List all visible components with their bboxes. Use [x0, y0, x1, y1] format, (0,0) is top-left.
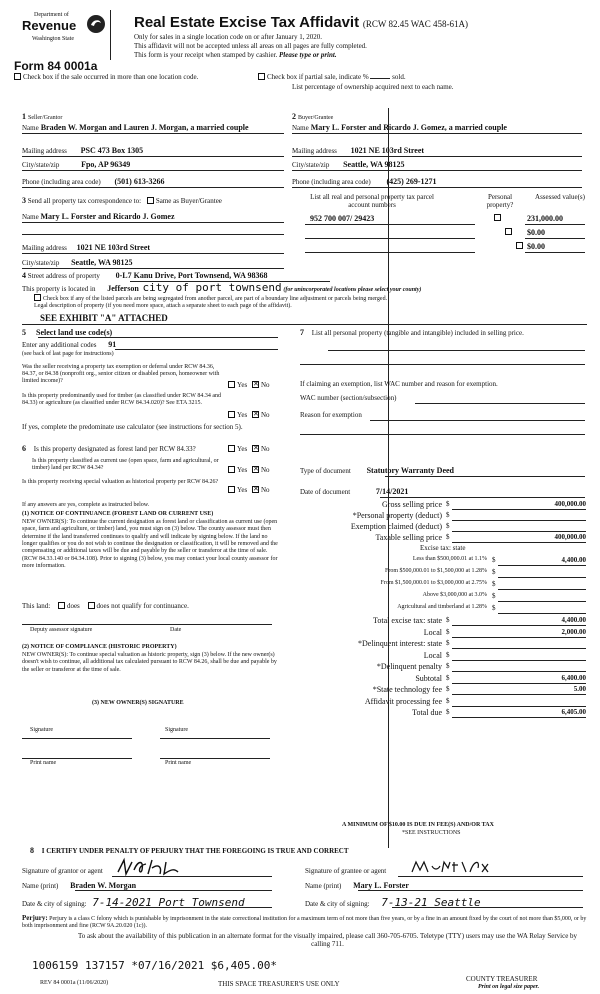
grantor-date-row: Date & city of signing: 7-14-2021 Port Townsend [22, 896, 245, 909]
buyer-name-field[interactable]: Mary L. Forster and Ricardo J. Gomez, a married couple [310, 123, 507, 132]
tax-row-label: Total excise tax: state [373, 616, 442, 625]
see-instructions: *SEE INSTRUCTIONS [402, 830, 461, 836]
land-use-q2-yes[interactable] [228, 411, 235, 418]
parcel-column-header: List all real and personal property tax parcel account numbers [310, 193, 434, 210]
column-divider [388, 108, 389, 848]
tax-row-underline [452, 637, 586, 638]
doc-date-row: Date of document 7/14/2021 [300, 487, 409, 496]
wac-row: WAC number (section/subsection) [300, 394, 397, 402]
parcel-row-1-value[interactable]: 231,000.00 [527, 214, 563, 223]
header-divider [110, 10, 111, 60]
tax-row-underline [452, 694, 586, 695]
forest-q2: Is this property classified as current use (open space, farm and agricultural, or timber) land per RCW 84.34? [32, 458, 219, 471]
seller-name-field[interactable]: Braden W. Morgan and Lauren J. Morgan, a married couple [40, 123, 249, 132]
segregated-checkbox[interactable] [34, 294, 41, 301]
revenue-swirl-icon [86, 14, 106, 34]
tax-row-value[interactable]: 400,000.00 [554, 533, 586, 541]
tax-row-value[interactable]: 6,405.00 [561, 708, 586, 716]
tax-row-label: Agricultural and timberland at 1.28% [397, 604, 487, 610]
multi-location-checkbox[interactable] [14, 73, 21, 80]
dollar-sign: $ [446, 500, 450, 508]
tax-row-label: Exemption claimed (deduct) [350, 522, 442, 531]
form-number: Form 84 0001a [14, 59, 98, 73]
buyer-city-field[interactable]: Seattle, WA 98125 [343, 160, 405, 169]
located-row: This property is located in Jefferson city of port townsend (for unincorporated locations please select your county) [22, 281, 422, 294]
city-typed-field[interactable]: city of port townsend [142, 281, 282, 294]
dollar-sign: $ [492, 568, 496, 576]
forest-q2-no[interactable] [252, 466, 259, 473]
seller-name-row: Name Braden W. Morgan and Lauren J. Morgan, a married couple [22, 123, 249, 132]
perjury-text: Perjury: Perjury is a class C felony which is punishable by imprisonment in the state correctional institution for a maximum term of not more than five years, or by a fine in an amount fixed by the court of not more than $5,000, or by both imprisonment and fine (RCW 9A.20.020 (1c)). [22, 914, 587, 929]
legal-paper-note: Print on legal size paper. [478, 984, 540, 990]
forest-q3-yes[interactable] [228, 486, 235, 493]
dollar-sign: $ [446, 650, 450, 659]
dollar-sign: $ [446, 533, 450, 541]
see-back: (see back of last page for instructions) [22, 351, 114, 357]
personal-column-header: Personal property? [486, 193, 514, 210]
correspondence-name-field[interactable]: Mary L. Forster and Ricardo J. Gomez [40, 212, 175, 221]
tax-row-underline [498, 565, 586, 566]
grantee-date-row: Date & city of signing: 7-13-21 Seattle [305, 896, 481, 909]
alt-format-text: To ask about the availability of this publication in an alternate format for the visually impaired, please call 360-705-6705. Teletype (TTY) users may use the WA Relay Service by calling 711. [77, 932, 578, 949]
partial-sale-checkbox[interactable] [258, 73, 265, 80]
land-use-q1: Was the seller receiving a property tax exemption or deferral under RCW 84.36, 84.37, or 84.38 (nonprofit org., senior citizen or disabled person, homeowner with limited income)? [22, 364, 220, 384]
county-treasurer: COUNTY TREASURER [466, 975, 538, 983]
segregated-checkbox-row[interactable]: Check box if any of the listed parcels are being segregated from another parcel, are part of a boundary line adjustment or parcels being merged. [34, 294, 387, 303]
parcel-row-3-value[interactable]: $0.00 [527, 242, 545, 251]
seller-mailing-row: Mailing address PSC 473 Box 1305 [22, 146, 144, 155]
multi-location-checkbox-row[interactable]: Check box if the sale occurred in more than one location code. [14, 73, 198, 81]
grantor-signature[interactable] [116, 856, 196, 878]
forest-q2-answer[interactable]: Yes ✕ No [228, 466, 270, 474]
tax-row-label: From $1,500,000.01 to $3,000,000 at 2.75% [380, 580, 487, 586]
tax-row-label: *Delinquent penalty [376, 662, 442, 671]
grantee-date-field[interactable]: 7-13-21 Seattle [381, 896, 481, 909]
legal-desc-label: Legal description of property (if you need more space, attach a separate sheet to each page of the affidavit). [34, 303, 292, 309]
new-owner-sig-label-1: Signature [30, 727, 53, 733]
grantor-sig-label: Signature of grantor or agent [22, 867, 103, 875]
tax-row-underline [498, 589, 586, 590]
compliance-heading: (2) NOTICE OF COMPLIANCE (HISTORIC PROPERTY) [22, 644, 177, 650]
seller-heading: 1 Seller/Grantor [22, 112, 63, 121]
land-use-q2-answer[interactable]: Yes ✕ No [228, 411, 270, 419]
notice-heading: (1) NOTICE OF CONTINUANCE (FOREST LAND OR CURRENT USE) [22, 511, 214, 517]
correspondence-mailing-field[interactable]: 1021 NE 103rd Street [76, 243, 151, 252]
buyer-city-row: City/state/zip Seattle, WA 98125 [292, 160, 405, 169]
assessed-column-header: Assessed value(s) [535, 193, 585, 201]
tax-row-underline [452, 706, 586, 707]
tax-row-label: *Personal property (deduct) [352, 511, 442, 520]
same-as-buyer-checkbox[interactable] [147, 197, 154, 204]
grantor-date-field[interactable]: 7-14-2021 Port Townsend [92, 896, 245, 909]
dollar-sign: $ [446, 639, 450, 647]
form-title: Real Estate Excise Tax Affidavit (RCW 82.45 WAC 458-61A) [134, 14, 469, 31]
tax-row-underline [498, 577, 586, 578]
tax-row-underline [452, 625, 586, 626]
cashier-stamp: 1006159 137157 *07/16/2021 $6,405.00* [32, 959, 278, 972]
tax-row-label: From $500,000.01 to $1,500,000 at 1.28% [385, 568, 487, 574]
tax-row-label: Less than $500,000.01 at 1.1% [412, 556, 487, 562]
dollar-sign: $ [492, 592, 496, 600]
tax-row-value[interactable]: 4,400.00 [561, 556, 586, 564]
tax-row-underline [452, 509, 586, 510]
tax-row-value[interactable]: 2,000.00 [561, 627, 586, 636]
dollar-sign: $ [446, 616, 450, 624]
personal-property-label: 7 List all personal property (tangible and intangible) included in selling price. [300, 328, 524, 337]
tax-row-value[interactable]: 4,400.00 [561, 616, 586, 624]
land-use-q1-no[interactable] [252, 381, 259, 388]
tax-row-underline [452, 531, 586, 532]
excise-tax-label: Excise tax: state [420, 544, 466, 552]
forest-q3-no[interactable] [252, 486, 259, 493]
seller-city-row: City/state/zip Fpo, AP 96349 [22, 160, 131, 169]
grantor-name-row: Name (print) Braden W. Morgan [22, 881, 137, 890]
grantee-signature[interactable] [410, 856, 500, 876]
tax-row-label: Taxable selling price [375, 533, 442, 542]
county-field[interactable]: Jefferson [107, 284, 139, 293]
deputy-sig-label: Deputy assessor signature [30, 627, 93, 633]
grantee-sig-label: Signature of grantee or agent [305, 867, 387, 875]
tax-row-value[interactable]: 400,000.00 [554, 500, 586, 508]
dollar-sign: $ [446, 673, 450, 682]
land-use-q1-answer[interactable]: Yes ✕ No [228, 381, 270, 389]
correspondence-name-row: Name Mary L. Forster and Ricardo J. Gomez [22, 212, 175, 221]
grantor-name-field[interactable]: Braden W. Morgan [70, 881, 137, 890]
dollar-sign: $ [446, 685, 450, 693]
doc-date-field[interactable]: 7/14/2021 [375, 487, 409, 496]
buyer-name-row: Name Mary L. Forster and Ricardo J. Gomez, a married couple [292, 123, 507, 132]
deputy-date-label: Date [170, 627, 182, 633]
seller-mailing-field[interactable]: PSC 473 Box 1305 [80, 146, 144, 155]
forest-any-yes: If any answers are yes, complete as instructed below. [22, 502, 150, 508]
dollar-sign: $ [492, 556, 496, 564]
new-owner-sig-heading: (3) NEW OWNER(S) SIGNATURE [92, 700, 184, 706]
dollar-sign: $ [446, 662, 450, 670]
treasurer-use: THIS SPACE TREASURER'S USE ONLY [218, 980, 340, 988]
dept-line2: Revenue [22, 18, 77, 33]
revenue-logo [18, 12, 108, 50]
tax-row-underline [498, 613, 586, 614]
new-owner-print-label-2: Print name [165, 760, 192, 766]
parcel-row-2-personal-checkbox[interactable] [505, 228, 512, 235]
land-use-q2-no[interactable] [252, 411, 259, 418]
land-use-q1-yes[interactable] [228, 381, 235, 388]
tax-row-label: Total due [412, 708, 442, 717]
correspondence-mailing-row: Mailing address 1021 NE 103rd Street [22, 243, 151, 252]
tax-row-label: Affidavit processing fee [364, 696, 442, 706]
dept-line3: Washington State [32, 36, 75, 42]
land-use-q2: Is this property predominantly used for timber (as classified under RCW 84.34 and 84.33) or agriculture (as classified under RCW 84.34.020)? See ETA 3215. [22, 393, 222, 406]
seller-city-field[interactable]: Fpo, AP 96349 [81, 160, 131, 169]
tax-row-underline [452, 683, 586, 684]
forest-q3: Is this property receiving special valuation as historical property per RCW 84.26? [22, 479, 219, 485]
buyer-heading: 2 Buyer/Grantee [292, 112, 334, 121]
tax-row-label: *Delinquent interest: state [358, 639, 442, 648]
tax-row-underline [452, 520, 586, 521]
additional-codes-row: Enter any additional codes 91 [22, 340, 117, 349]
dollar-sign: $ [492, 604, 496, 612]
street-row: 4 Street address of property 0-L7 Kanu Drive, Port Townsend, WA 98368 [22, 271, 268, 280]
new-owner-print-label-1: Print name [30, 760, 57, 766]
buyer-phone-field[interactable]: (425) 269-1271 [386, 177, 437, 186]
land-use-q3: If yes, complete the predominate use calculator (see instructions for section 5). [22, 423, 243, 431]
does-qualify-checkbox[interactable] [58, 602, 65, 609]
minimum-note: A MINIMUM OF $10.00 IS DUE IN FEE(S) AND/OR TAX [342, 822, 494, 828]
this-land-row: This land: does does not qualify for continuance. [22, 602, 189, 610]
tax-row-underline [452, 671, 586, 672]
doc-type-row: Type of document Statutory Warranty Deed [300, 466, 454, 475]
compliance-body: NEW OWNER(S): To continue special valuation as historic property, sign (3) below. If the new owner(s) doesn't wish to continue, all additional tax calculated pursuant to RCW 84.26, shall be due and payable by the seller or transferor at the time of sale. [22, 652, 277, 673]
dollar-sign: $ [446, 696, 450, 705]
tax-row-underline [452, 648, 586, 649]
additional-codes-field[interactable]: 91 [108, 340, 117, 349]
header-note1: Only for sales in a single location code on or after January 1, 2020. [134, 33, 322, 41]
tax-row-label: Subtotal [415, 673, 442, 683]
grantee-name-field[interactable]: Mary L. Forster [353, 881, 409, 890]
parcel-row-3-personal-checkbox[interactable] [516, 242, 523, 249]
forest-q1-no[interactable] [252, 445, 259, 452]
certification-heading: 8 I CERTIFY UNDER PENALTY OF PERJURY THAT THE FOREGOING IS TRUE AND CORRECT [30, 846, 349, 855]
street-field[interactable]: 0-L7 Kanu Drive, Port Townsend, WA 98368 [115, 271, 268, 280]
correspondence-city-field[interactable]: Seattle, WA 98125 [71, 258, 133, 267]
tax-row-label: Local [423, 627, 442, 637]
seller-phone-field[interactable]: (501) 613-3266 [114, 177, 165, 186]
tax-row-value[interactable]: 5.00 [573, 685, 586, 693]
buyer-mailing-row: Mailing address 1021 NE 103rd Street [292, 146, 425, 155]
correspondence-row: 3 Send all property tax correspondence to: Same as Buyer/Grantee [22, 196, 222, 205]
dollar-sign: $ [446, 708, 450, 716]
exhibit-text: SEE EXHIBIT "A" ATTACHED [40, 313, 168, 323]
tax-row-underline [452, 542, 586, 543]
seller-phone-row: Phone (including area code) (501) 613-3266 [22, 177, 165, 186]
tax-row-value[interactable]: 6,400.00 [561, 673, 586, 682]
correspondence-city-row: City/state/zip Seattle, WA 98125 [22, 258, 133, 267]
header-note3: This form is your receipt when stamped by cashier. Please type or print. [134, 51, 337, 59]
dept-line1: Department of [34, 12, 69, 18]
parcel-row-1-personal-checkbox[interactable] [494, 214, 501, 221]
tax-row-label: *State technology fee [372, 685, 442, 694]
partial-sale-checkbox-row[interactable]: Check box if partial sale, indicate % sold. [258, 73, 406, 81]
parcel-row-1-number[interactable]: 952 700 007/ 29423 [310, 214, 375, 223]
tax-row-label: Local [423, 650, 442, 660]
dollar-sign: $ [446, 627, 450, 636]
tax-row-label: Above $3,000,000 at 3.0% [422, 592, 487, 598]
forest-q1-yes[interactable] [228, 445, 235, 452]
exemption-label: If claiming an exemption, list WAC number and reason for exemption. [300, 380, 498, 388]
reason-row: Reason for exemption [300, 411, 362, 419]
dollar-sign: $ [446, 522, 450, 530]
header-note2: This affidavit will not be accepted unless all areas on all pages are fully completed. [134, 42, 367, 50]
forest-q2-yes[interactable] [228, 466, 235, 473]
notice-body: NEW OWNER(S): To continue the current designation as forest land or classification as current use (open space, farm and agriculture, or timber) land, you must sign on (3) below. The county assessor must then determine if the land transferred continues to qualify and will indicate by signing below. If the land no longer qualifies or you do not wish to continue the designation or classification, it will be removed and the compensating or additional taxes will be due and payable by the seller or transferor at the time of sale. (RCW 84.33.140 or 84.34.108). Prior to signing (3) below, you may contact your local county assessor for more information. [22, 519, 278, 569]
ownership-note: List percentage of ownership acquired next to each name. [292, 83, 454, 91]
land-use-heading: 5 Select land use code(s) [22, 328, 113, 337]
tax-row-underline [452, 717, 586, 718]
buyer-mailing-field[interactable]: 1021 NE 103rd Street [350, 146, 425, 155]
tax-row-label: Gross selling price [382, 500, 442, 509]
forest-q1-row: 6 Is this property designated as forest land per RCW 84.33? [22, 444, 196, 453]
dollar-sign: $ [492, 580, 496, 588]
tax-row-underline [498, 601, 586, 602]
does-not-qualify-checkbox[interactable] [88, 602, 95, 609]
dollar-sign: $ [446, 511, 450, 519]
forest-q3-answer[interactable]: Yes ✕ No [228, 486, 270, 494]
grantee-name-row: Name (print) Mary L. Forster [305, 881, 409, 890]
tax-row-underline [452, 660, 586, 661]
rev-number: REV 84 0001a (11/06/2020) [40, 980, 109, 986]
parcel-row-2-value[interactable]: $0.00 [527, 228, 545, 237]
new-owner-sig-label-2: Signature [165, 727, 188, 733]
buyer-phone-row: Phone (including area code) (425) 269-1271 [292, 177, 437, 186]
forest-q1-answer[interactable]: Yes ✕ No [228, 445, 270, 453]
doc-type-field[interactable]: Statutory Warranty Deed [366, 466, 454, 475]
